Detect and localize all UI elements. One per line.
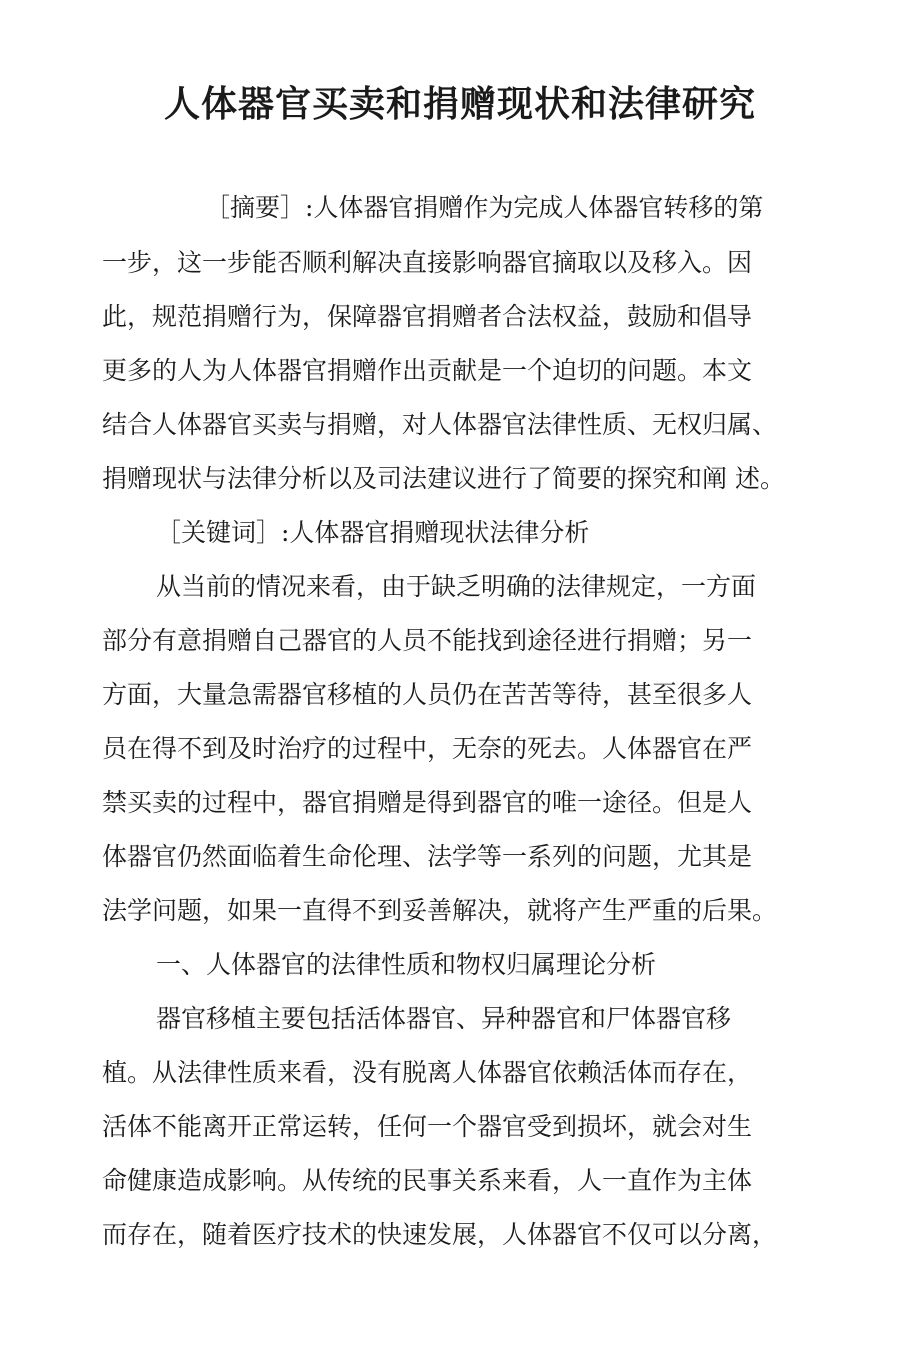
abstract-line-2: 一步，这一步能否顺利解决直接影响器官摘取以及移入。因: [102, 248, 753, 277]
paragraph-1-line-5: 禁买卖的过程中，器官捐赠是得到器官的唯一途径。但是人: [102, 788, 753, 817]
section-heading-1: 一、人体器官的法律性质和物权归属理论分析: [156, 950, 657, 979]
paragraph-2-line-2: 植。从法律性质来看，没有脱离人体器官依赖活体而存在，: [102, 1058, 753, 1087]
abstract-line-3: 此，规范捐赠行为，保障器官捐赠者合法权益，鼓励和倡导: [102, 302, 753, 331]
keywords-line: ［关键词］:人体器官捐赠现状法律分析: [156, 518, 590, 547]
paragraph-2-line-1: 器官移植主要包括活体器官、异种器官和尸体器官移: [156, 1004, 732, 1033]
paragraph-2-line-3: 活体不能离开正常运转，任何一个器官受到损坏，就会对生: [102, 1112, 753, 1141]
paragraph-2-line-4: 命健康造成影响。从传统的民事关系来看，人一直作为主体: [102, 1166, 753, 1195]
document-title: 人体器官买卖和捐赠现状和法律研究: [163, 84, 756, 125]
abstract-line-6: 捐赠现状与法律分析以及司法建议进行了简要的探究和阐 述。: [102, 464, 785, 493]
abstract-line-4: 更多的人为人体器官捐赠作出贡献是一个迫切的问题。本文: [102, 356, 753, 385]
paragraph-1-line-2: 部分有意捐赠自己器官的人员不能找到途径进行捐赠；另一: [102, 626, 753, 655]
abstract-line-1: ［摘要］:人体器官捐赠作为完成人体器官转移的第: [205, 193, 764, 222]
paragraph-2-line-5: 而存在，随着医疗技术的快速发展，人体器官不仅可以分离，: [102, 1220, 778, 1249]
paragraph-1-line-7: 法学问题，如果一直得不到妥善解决，就将产生严重的后果。: [102, 896, 778, 925]
paragraph-1-line-1: 从当前的情况来看，由于缺乏明确的法律规定，一方面: [156, 572, 757, 601]
abstract-line-5: 结合人体器官买卖与捐赠，对人体器官法律性质、无权归属、: [102, 410, 778, 439]
paragraph-1-line-3: 方面，大量急需器官移植的人员仍在苦苦等待，甚至很多人: [102, 680, 753, 709]
paragraph-1-line-6: 体器官仍然面临着生命伦理、法学等一系列的问题，尤其是: [102, 842, 753, 871]
paragraph-1-line-4: 员在得不到及时治疗的过程中，无奈的死去。人体器官在严: [102, 734, 753, 763]
